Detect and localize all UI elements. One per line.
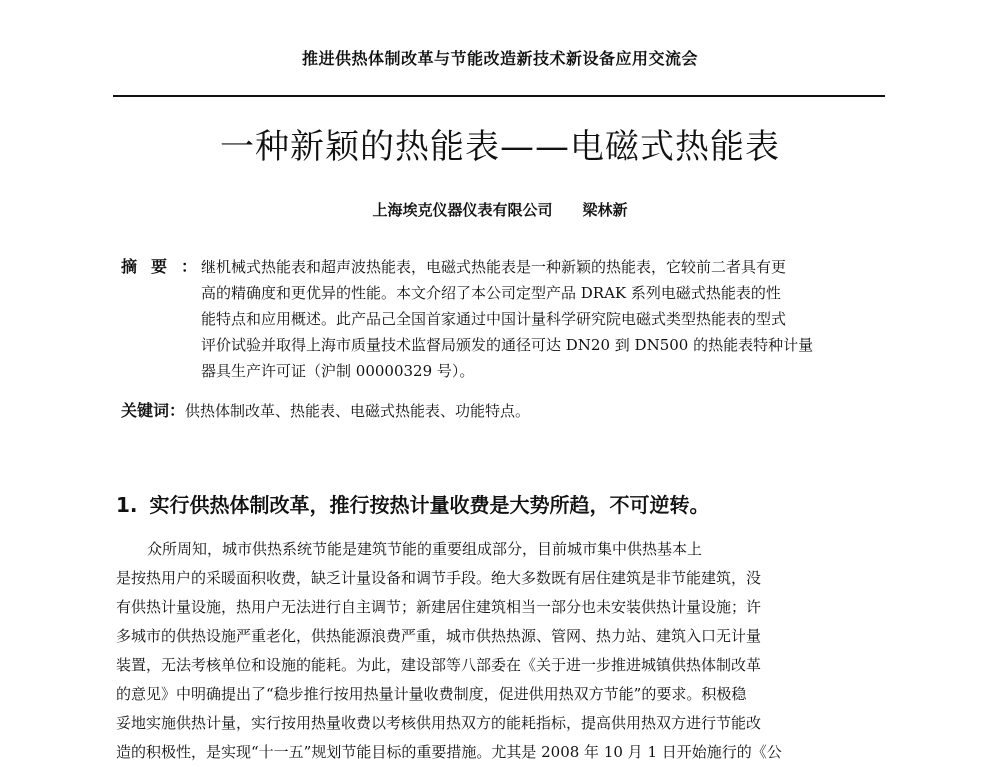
abstract-line: 能特点和应用概述。此产品己全国首家通过中国计量科学研究院电磁式类型热能表的型式 [201,310,787,328]
header-rule [113,95,885,97]
abstract-line: 器具生产许可证（沪制 00000329 号）。 [201,362,475,380]
affiliation: 上海埃克仪器仪表有限公司 [372,201,553,219]
section-body [116,535,891,767]
paper-title: 一种新颖的热能表——电磁式热能表 [220,127,780,167]
body-line: 造的积极性，是实现“十一五”规划节能目标的重要措施。尤其是 2008 年 10 月 1 日开始施行的《公 [116,743,782,761]
section-heading [116,489,710,518]
abstract-label: 摘要： [121,257,212,276]
body-line: 的意见》中明确提出了“稳步推行按用热量计量收费制度，促进供用热双方节能”的要求。积极稳 [116,685,747,703]
keywords-label: 关键词： [121,401,186,420]
running-header: 推进供热体制改革与节能改造新技术新设备应用交流会 [301,49,698,68]
section-number: 1. [116,493,138,517]
body-line: 妥地实施供热计量，实行按用热量收费以考核供用热双方的能耗指标，提高供用热双方进行节能改 [116,714,762,732]
byline [0,199,1000,220]
abstract-body [201,254,896,384]
author: 梁林新 [582,201,628,219]
body-line: 是按热用户的采暖面积收费，缺乏计量设备和调节手段。绝大多数既有居住建筑是非节能建筑，没 [116,569,762,587]
body-line: 多城市的供热设施严重老化，供热能源浪费严重，城市供热热源、管网、热力站、建筑入口无计量 [116,627,762,645]
keywords-text: 供热体制改革、热能表、电磁式热能表、功能特点。 [185,402,531,420]
keywords [121,398,530,424]
abstract-line: 继机械式热能表和超声波热能表，电磁式热能表是一种新颖的热能表，它较前二者具有更 [201,258,787,276]
body-line: 众所周知，城市供热系统节能是建筑节能的重要组成部分，目前城市集中供热基本上 [147,540,703,558]
abstract-line: 评价试验并取得上海市质量技术监督局颁发的通径可达 DN20 到 DN500 的热能表特种计量 [201,336,814,354]
body-line: 有供热计量设施，热用户无法进行自主调节；新建居住建筑相当一部分也未安装供热计量设施；许 [116,598,762,616]
abstract-line: 高的精确度和更优异的性能。本文介绍了本公司定型产品 DRAK 系列电磁式热能表的性 [201,284,781,302]
section-title: 实行供热体制改革，推行按热计量收费是大势所趋，不可逆转。 [149,493,710,517]
body-line: 装置，无法考核单位和设施的能耗。为此，建设部等八部委在《关于进一步推进城镇供热体制改革 [116,656,762,674]
